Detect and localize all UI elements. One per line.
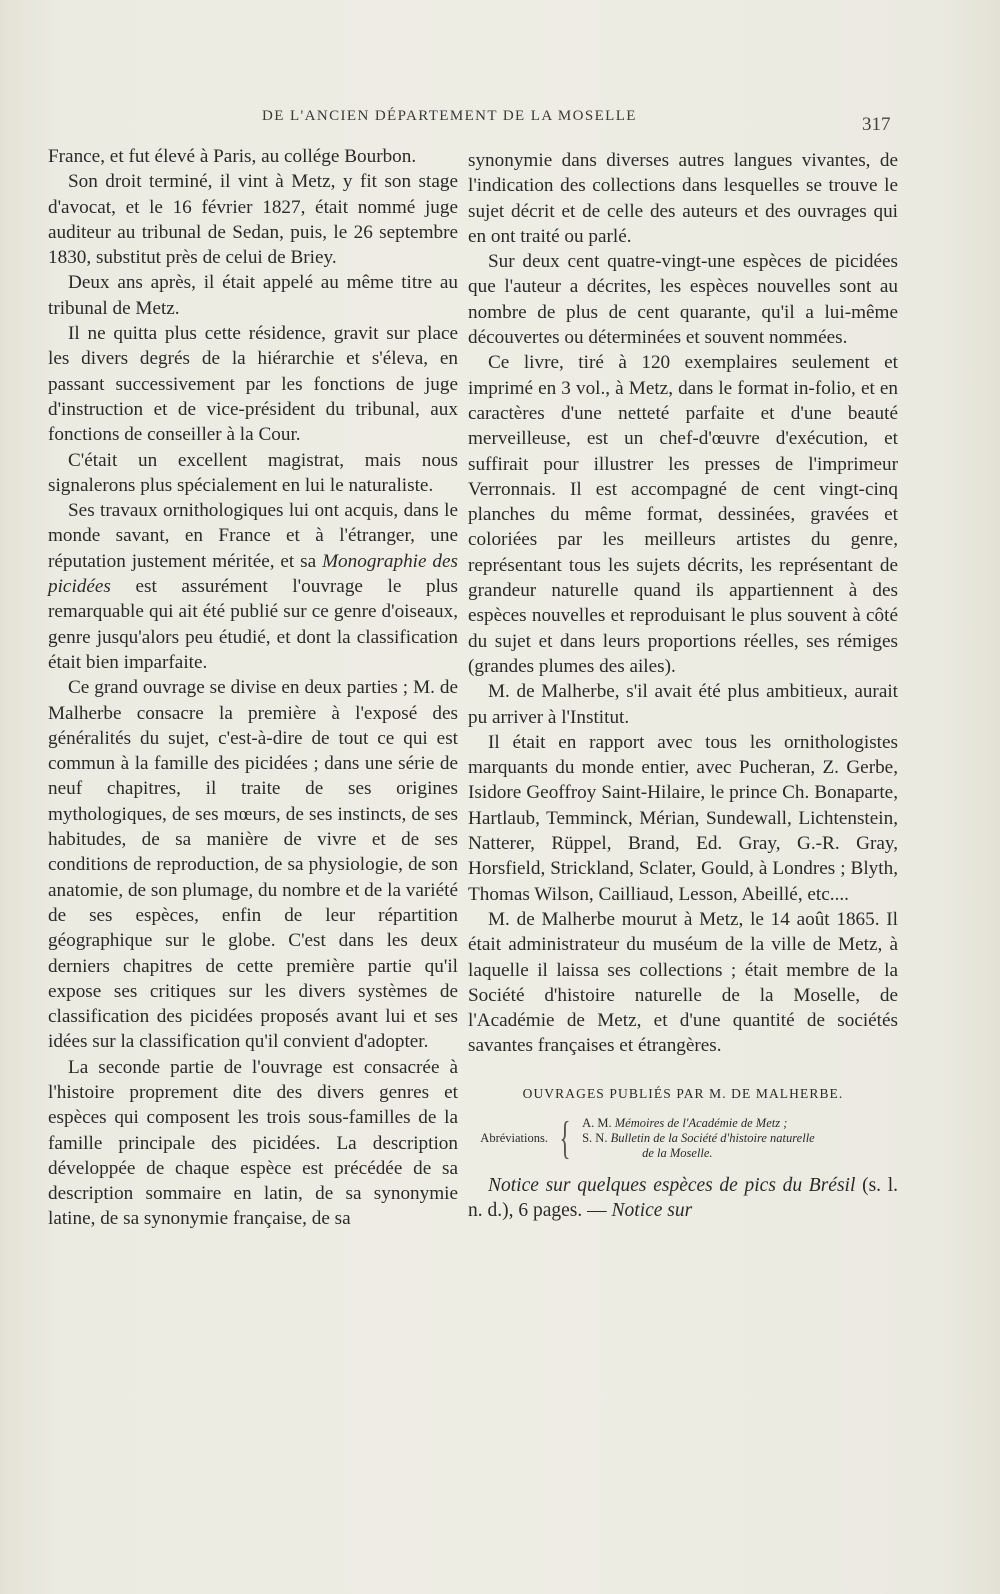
paragraph: synonymie dans diverses autres langues vivantes, de l'indication des collections dans lesquelles se trouve le sujet décrit et de celle des auteurs et des ouvrages qui en ont traité ou parlé. [468,150,898,247]
abbreviation-value: Bulletin de la Société d'histoire naturelle [610,1130,815,1145]
abbreviation-key: A. M. [582,1115,615,1130]
abbreviations-block [468,1112,898,1164]
abbreviations-list [582,1116,898,1161]
work-title: Notice sur quelques espèces de pics du Brésil [488,1174,856,1196]
brace-icon: { [559,1112,571,1164]
abbreviation-value: Mémoires de l'Académie de Metz ; [614,1115,788,1130]
bibliography-entry [468,1173,898,1223]
paragraph [48,498,458,675]
paragraph: Il ne quitta plus cette résidence, gravit sur place les divers degrés de la hiérarchie et s'éleva, en passant successivement par les fonctions de juge d'instruction et de vice-président du tribunal, aux fonctions de conseiller à la Cour. [48,323,458,446]
book-title: Monographie des picidées [48,550,458,598]
paragraph: Ce grand ouvrage se divise en deux parties ; M. de Malherbe consacre la première à l'exposé des généralités du sujet, c'est-à-dire de tout ce qui est commun à la famille des picidées ; dans une série de neuf chapitres, il traite de ses origines mythologiques, de ses mœurs, de ses instincts, de ses habitudes, de sa manière de vivre et de ses conditions de reproduction, de sa physiologie, de son anatomie, de son plumage, du nombre et de la variété de ses espèces, enfin de leur répartition géographique sur le globe. C'est dans les deux derniers chapitres de cette première partie qu'il expose ses critiques sur les divers systèmes de classification des picidées proposés avant lui et ses idées sur la classification qu'il convient d'adopter. [48,677,458,1053]
abbreviation-entry-continued [582,1146,898,1161]
abbreviation-entry [582,1116,898,1131]
paragraph: M. de Malherbe mourut à Metz, le 14 août 1865. Il était administrateur du muséum de la ville de Metz, à laquelle il laissa ses collections ; était membre de la Société d'histoire naturelle de la Moselle, de l'Académie de Metz, et d'une quantité de sociétés savantes françaises et étrangères. [468,908,898,1057]
paragraph: Son droit terminé, il vint à Metz, y fit son stage d'avocat, et le 16 février 1827, était nommé juge auditeur au tribunal de Sedan, puis, le 26 septembre 1830, substitut près de celui de Briey. [48,171,458,269]
paragraph: M. de Malherbe, s'il avait été plus ambitieux, aurait pu arriver à l'Institut. [468,681,898,728]
running-head: DE L'ANCIEN DÉPARTEMENT DE LA MOSELLE [262,108,637,124]
abbreviation-entry [582,1131,898,1146]
paragraph: France, et fut élevé à Paris, au collége Bourbon. [48,146,417,167]
abbreviation-value: de la Moselle. [642,1145,713,1160]
work-details: (s. l. n. d.), 6 pages. — [468,1174,899,1221]
abbreviation-key: S. N. [582,1130,611,1145]
paragraph: La seconde partie de l'ouvrage est consacrée à l'histoire proprement dite des divers genres et espèces qui composent les trois sous-familles de la famille principale des picidées. La description développée de chaque espèce est précédée de sa description sommaire en latin, de sa synonymie latine, de sa synonymie française, de sa [48,1056,458,1230]
work-title: Notice sur [611,1199,693,1221]
abbreviations-label: Abréviations. [480,1130,548,1145]
right-column [468,148,898,1223]
section-title: OUVRAGES PUBLIÉS PAR M. DE MALHERBE. [522,1085,844,1101]
paragraph-text: est assurément l'ouvrage le plus remarquable qui ait été publié sur ce genre d'oiseaux, genre jusqu'alors peu étudié, et dont la classification était bien imparfaite. [48,576,458,673]
paragraph-text: Ses travaux ornithologiques lui ont acquis, dans le monde savant, en France et à l'étranger, une réputation justement méritée, et sa [48,500,458,572]
paragraph: Ce livre, tiré à 120 exemplaires seulement et imprimé en 3 vol., à Metz, dans le format in-folio, et en caractères d'une netteté parfaite et d'une beauté merveilleuse, est un chef-d'œuvre d'exécution, et suffirait pour illustrer les presses de l'imprimeur Verronnais. Il est accompagné de cent vingt-cinq planches du même format, dessinées, gravées et coloriées par les meilleurs artistes du genre, représentant tous les sujets décrits, les représentant de grandeur naturelle quand ils appartiennent à des espèces nouvelles et reproduisant le plus souvent à côté du sujet et dans leurs proportions réelles, ses rémiges (grandes plumes des ailes). [468,352,898,677]
paragraph: Deux ans après, il était appelé au même titre au tribunal de Metz. [48,272,458,319]
page-number: 317 [862,114,891,135]
paragraph: Sur deux cent quatre-vingt-une espèces de picidées que l'auteur a décrites, les espèces nouvelles sont au nombre de plus de cent quarante, qu'il a lui-même découvertes ou déterminées et souvent nommées. [468,251,898,349]
paragraph: C'était un excellent magistrat, mais nous signalerons plus spécialement en lui le naturaliste. [48,449,458,496]
paragraph: Il était en rapport avec tous les ornithologistes marquants du monde entier, avec Pucheran, Z. Gerbe, Isidore Geoffroy Saint-Hilaire, le prince Ch. Bonaparte, Hartlaub, Temminck, Mérian, Sundewall, Lichtenstein, Natterer, Rüppel, Brand, Ed. Gray, G.-R. Gray, Horsfield, Strickland, Sclater, Gould, à Londres ; Blyth, Thomas Wilson, Cailliaud, Lesson, Abeillé, etc.... [468,731,898,905]
left-column [48,144,458,1232]
